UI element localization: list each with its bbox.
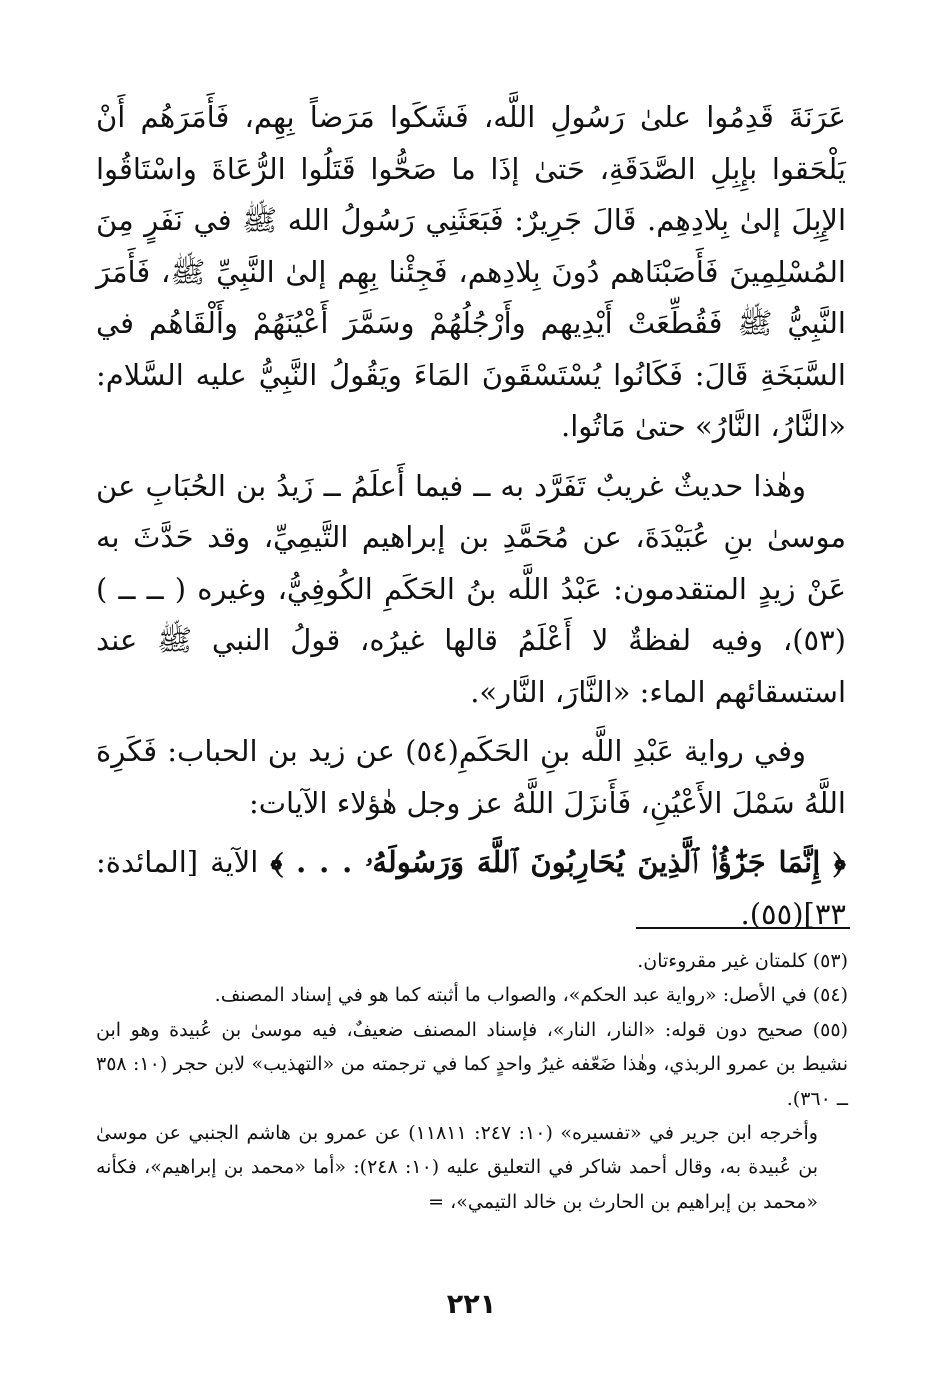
- verse-reference: الآية [المائدة: ٣٣](٥٥).: [96, 845, 846, 931]
- paragraph-3: وفي رواية عَبْدِ اللَّه بنِ الحَكَمِ(٥٤) عن زيد بن الحباب: فَكَرِهَ اللَّهُ سَمْلَ الأَعْيُنِ، فَأَنزَلَ اللَّهُ عز وجل هٰؤلاء الآيات:: [96, 734, 846, 820]
- footnote-53: (٥٣) كلمتان غير مقروءتان.: [637, 950, 848, 972]
- paragraph-1: عَرَنَةَ قَدِمُوا علىٰ رَسُولِ اللَّه، فَشَكَوا مَرَضاً بِهِم، فَأَمَرَهُم أَنْ يَلْحَقوا بإِبِلِ الصَّدَقَةِ، حَتىٰ إذَا ما صَحُّوا قَتَلُوا الرُّعَاةَ واسْتَاقُوا الإِبِلَ إلىٰ بِلادِهِم. قَالَ جَرِيرٌ: فَبَعَثَنِي رَسُولُ الله ﷺ في نَفَرٍ مِنَ المُسْلِمِينَ فَأَصَبْنَاهم دُونَ بِلادِهم، فَجِئْنا بِهِم إلىٰ النَّبِيِّ ﷺ، فَأَمَرَ النَّبِيُّ ﷺ فَقُطِّعَتْ أَيْدِيهم وأَرْجُلُهُمْ وسَمَّرَ أَعْيُنَهُمْ وأَلْقَاهُم في السَّبَخَةِ قَالَ: فَكَانُوا يُسْتَسْقَونَ المَاءَ ويَقُولُ النَّبِيُّ عليه السَّلام: «النَّارُ، النَّارُ» حتىٰ مَاتُوا.: [96, 100, 846, 443]
- footnote-55-continued: وأخرجه ابن جرير في «تفسيره» (١٠: ٢٤٧: ١١٨١١) عن عمرو بن هاشم الجنبي عن موسىٰ بن عُبيدة به، وقال أحمد شاكر في التعليق عليه (١٠: ٢٤٨): «أما «محمد بن إبراهيم»، فكأنه «محمد بن إبراهيم بن الحارث بن خالد التيمي»، =: [96, 1122, 818, 1213]
- quran-verse: ﴿ إِنَّمَا جَزَٰٓؤُا۟ ٱلَّذِينَ يُحَارِبُونَ ٱللَّهَ وَرَسُولَهُۥ . . . ﴾: [270, 845, 847, 879]
- verse-line: [96, 837, 846, 940]
- footnote-separator: [636, 927, 850, 929]
- main-text-block: [96, 92, 846, 940]
- paragraph-2: وهٰذا حديثٌ غريبٌ تَفَرَّد به ــ فيما أَعلَمُ ــ زَيدُ بن الحُبَابِ عن موسىٰ بنِ عُبَيْدَةَ، عن مُحَمَّدِ بن إبراهيم التَّيمِيِّ، وقد حَدَّثَ به عَنْ زيدٍ المتقدمون: عَبْدُ اللَّه بنُ الحَكَمِ الكُوفِيُّ، وغيره ( ــ ــ )(٥٣)، وفيه لفظةٌ لا أَعْلَمُ قالها غيرُه، قولُ النبي ﷺ عند استسقائهم الماء: «النَّارَ، النَّار».: [96, 468, 846, 709]
- page-number: ٢٢١: [446, 1289, 497, 1320]
- footnotes: [96, 944, 848, 1219]
- footnote-54: (٥٤) في الأصل: «رواية عبد الحكم»، والصواب ما أثبته كما هو في إسناد المصنف.: [214, 984, 848, 1007]
- footnote-55: (٥٥) صحيح دون قوله: «النار، النار»، فإسناد المصنف ضعيفٌ، فيه موسىٰ بن عُبيدة وهو ابن نشيط بن عمرو الربذي، وهٰذا ضَعّفه غيرُ واحدٍ كما في ترجمته من «التهذيب» لابن حجر (١٠: ٣٥٨ ــ ٣٦٠).: [96, 1018, 848, 1110]
